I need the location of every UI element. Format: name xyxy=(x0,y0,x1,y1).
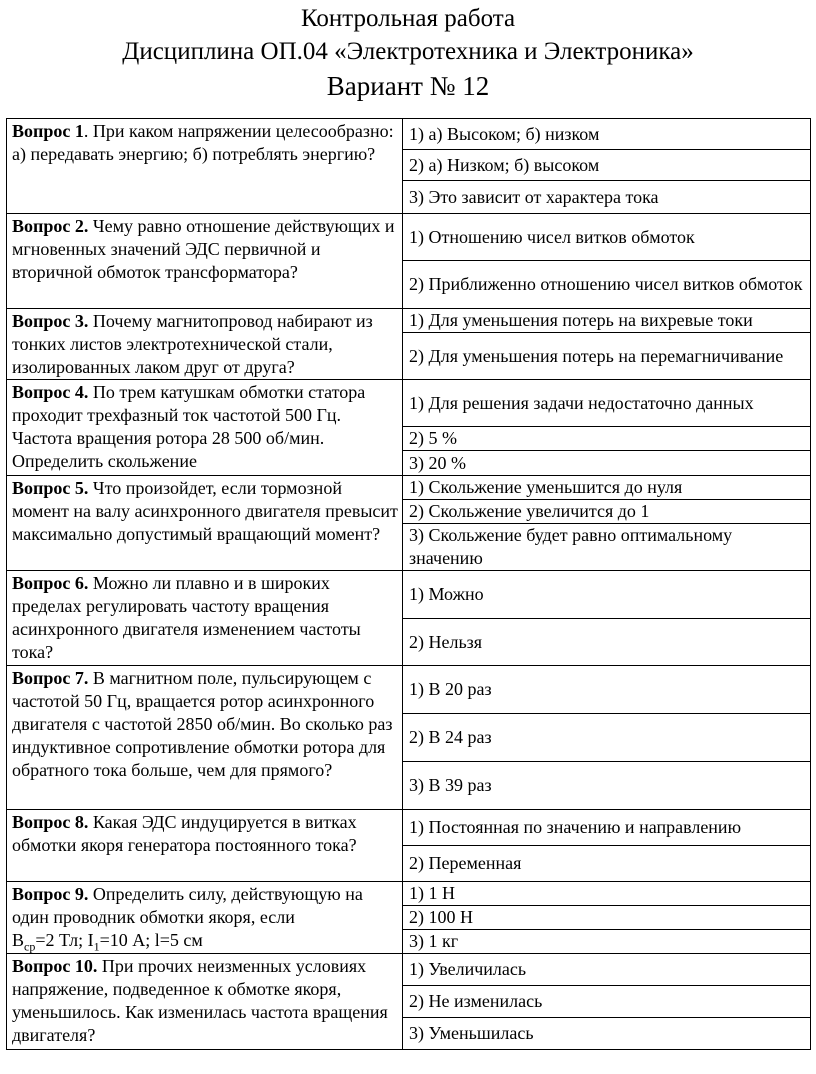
answer-cell: 1) Для решения задачи недостаточно данных xyxy=(403,380,811,427)
answer-cell: 3) Уменьшилась xyxy=(403,1018,811,1050)
question-text: При каком напряжении целесообразно: xyxy=(92,121,394,141)
answer-cell: 1) Скольжение уменьшится до нуля xyxy=(403,476,811,500)
question-label: Вопрос 5. xyxy=(12,478,89,498)
question-label: Вопрос 9. xyxy=(12,884,89,904)
document-title: Контрольная работа xyxy=(300,5,516,32)
question-cell xyxy=(7,214,403,309)
question-label: Вопрос 2. xyxy=(12,216,89,236)
question-cell xyxy=(7,309,403,380)
question-cell xyxy=(7,476,403,571)
answer-cell: 2) Для уменьшения потерь на перемагничивание xyxy=(403,333,811,380)
question-text: Что произойдет, если тормозной момент на валу асинхронного двигателя превысит максимально допустимый вращающий момент? xyxy=(12,478,398,544)
answer-cell: 2) а) Низком; б) высоком xyxy=(403,150,811,181)
discipline-title: Дисциплина ОП.04 «Электротехника и Электроника» xyxy=(122,38,694,65)
answer-cell: 1) Увеличилась xyxy=(403,954,811,986)
answer-cell: 3) Скольжение будет равно оптимальному значению xyxy=(403,524,811,571)
answer-cell: 2) Приближенно отношению чисел витков обмоток xyxy=(403,261,811,309)
answer-cell: 2) 100 Н xyxy=(403,906,811,930)
question-row xyxy=(7,214,811,261)
answer-cell: 3) Это зависит от характера тока xyxy=(403,181,811,214)
question-label: Вопрос 6. xyxy=(12,573,89,593)
question-cell xyxy=(7,954,403,1050)
question-text: Какая ЭДС индуцируется в витках обмотки якоря генератора постоянного тока? xyxy=(12,812,357,855)
answer-cell: 2) 5 % xyxy=(403,427,811,451)
answer-cell: 1) Можно xyxy=(403,571,811,619)
answer-cell: 2) Нельзя xyxy=(403,619,811,666)
answer-cell: 1) В 20 раз xyxy=(403,666,811,714)
answer-cell: 2) Скольжение увеличится до 1 xyxy=(403,500,811,524)
question-label: Вопрос 3. xyxy=(12,311,89,331)
question-cell xyxy=(7,666,403,810)
question-text: При прочих неизменных условиях напряжение, подведенное к обмотке якоря, уменьшилось. Как изменилась частота вращения двигателя? xyxy=(12,956,388,1045)
answer-cell: 1) Постоянная по значению и направлению xyxy=(403,810,811,846)
questions-table xyxy=(6,118,811,1050)
question-text: Почему магнитопровод набирают из тонких листов электротехнической стали, изолированных лаком друг от друга? xyxy=(12,311,373,377)
question-row xyxy=(7,476,811,500)
question-text: Можно ли плавно и в широких пределах регулировать частоту вращения асинхронного двигателя изменением частоты тока? xyxy=(12,573,361,662)
question-text: Чему равно отношение действующих и мгновенных значений ЭДС первичной и вторичной обмоток трансформатора? xyxy=(12,216,395,282)
question-cell xyxy=(7,380,403,476)
question-cell xyxy=(7,810,403,882)
question-text: Определить силу, действующую на один проводник обмотки якоря, если xyxy=(12,884,363,927)
question-text: В магнитном поле, пульсирующем с частотой 50 Гц, вращается ротор асинхронного двигателя с частотой 2850 об/мин. Во сколько раз индуктивное сопротивление обмотки ротора для обратного тока больше, чем для прямого? xyxy=(12,668,393,780)
question-row xyxy=(7,309,811,333)
question-row xyxy=(7,810,811,846)
question-cell xyxy=(7,571,403,666)
answer-cell: 1) Для уменьшения потерь на вихревые токи xyxy=(403,309,811,333)
answer-cell: 1) 1 Н xyxy=(403,882,811,906)
answer-cell: 2) В 24 раз xyxy=(403,714,811,762)
question-row xyxy=(7,571,811,619)
answer-cell: 2) Не изменилась xyxy=(403,986,811,1018)
question-formula: $В_{ср}=2$ Тл; $I_1=10$ А; l=5 см xyxy=(12,930,203,954)
question-label: Вопрос 8. xyxy=(12,812,89,832)
question-row xyxy=(7,380,811,427)
answer-cell: 3) В 39 раз xyxy=(403,762,811,810)
question-text-line2: а) передавать энергию; б) потреблять энергию? xyxy=(12,144,376,164)
question-row xyxy=(7,954,811,986)
question-row xyxy=(7,882,811,906)
question-label: Вопрос 10. xyxy=(12,956,98,976)
variant-title: Вариант № 12 xyxy=(326,71,490,101)
answer-cell: 1) Отношению чисел витков обмоток xyxy=(403,214,811,261)
question-cell xyxy=(7,882,403,954)
page-header xyxy=(0,2,816,104)
answer-cell: 1) а) Высоком; б) низком xyxy=(403,119,811,150)
question-cell: Вопрос 1. При каком напряжении целесообразно: а) передавать энергию; б) потреблять энергию? xyxy=(7,119,403,214)
answer-cell: 3) 1 кг xyxy=(403,930,811,954)
question-label: Вопрос 1 xyxy=(12,121,84,141)
question-row xyxy=(7,666,811,714)
question-text: По трем катушкам обмотки статора проходит трехфазный ток частотой 500 Гц. Частота вращения ротора 28 500 об/мин. Определить скольжение xyxy=(12,382,366,471)
answer-cell: 3) 20 % xyxy=(403,451,811,476)
question-label: Вопрос 4. xyxy=(12,382,89,402)
question-label: Вопрос 7. xyxy=(12,668,89,688)
answer-cell: 2) Переменная xyxy=(403,846,811,882)
question-row xyxy=(7,119,811,150)
